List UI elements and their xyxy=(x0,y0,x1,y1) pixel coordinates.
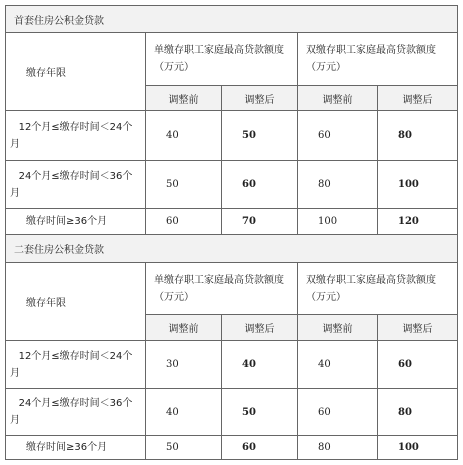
double-household-header: 双缴存职工家庭最高贷款额度（万元） xyxy=(298,263,458,315)
single-after-value: 60 xyxy=(222,161,298,209)
single-after-value: 40 xyxy=(222,341,298,389)
single-before-value: 40 xyxy=(146,389,222,436)
before-header: 调整前 xyxy=(298,86,378,111)
row-label: 缴存时间≥36个月 xyxy=(6,436,146,460)
double-before-value: 80 xyxy=(298,436,378,460)
double-after-value: 120 xyxy=(378,209,458,235)
single-after-value: 50 xyxy=(222,111,298,161)
row-label-line2: 月 xyxy=(10,187,20,199)
term-header: 缴存年限 xyxy=(6,33,146,111)
table-row xyxy=(6,436,458,460)
single-before-value: 60 xyxy=(146,209,222,235)
after-header: 调整后 xyxy=(222,86,298,111)
row-label-line1: 24个月≤缴存时间＜36个 xyxy=(18,398,133,409)
double-after-value: 80 xyxy=(378,389,458,436)
row-label xyxy=(6,389,146,436)
single-household-header: 单缴存职工家庭最高贷款额度（万元） xyxy=(146,263,298,315)
row-label xyxy=(6,341,146,389)
after-header: 调整后 xyxy=(378,315,458,341)
single-before-value: 40 xyxy=(146,111,222,161)
loan-limit-table xyxy=(5,5,458,460)
double-after-value: 100 xyxy=(378,436,458,460)
double-after-value: 60 xyxy=(378,341,458,389)
double-after-value: 80 xyxy=(378,111,458,161)
row-label-line1: 24个月≤缴存时间＜36个 xyxy=(18,170,133,182)
section-title-row xyxy=(6,6,458,33)
group-header-row xyxy=(6,263,458,315)
row-label-line2: 月 xyxy=(10,138,20,150)
row-label-line1: 12个月≤缴存时间＜24个 xyxy=(18,121,133,133)
double-before-value: 60 xyxy=(298,111,378,161)
after-header: 调整后 xyxy=(222,315,298,341)
term-header: 缴存年限 xyxy=(6,263,146,341)
double-after-value: 100 xyxy=(378,161,458,209)
single-after-value: 60 xyxy=(222,436,298,460)
group-header-row xyxy=(6,33,458,86)
section-title-row xyxy=(6,235,458,263)
before-header: 调整前 xyxy=(146,86,222,111)
row-label-line2: 月 xyxy=(10,415,20,426)
single-before-value: 50 xyxy=(146,161,222,209)
after-header: 调整后 xyxy=(378,86,458,111)
table-row xyxy=(6,341,458,389)
before-header: 调整前 xyxy=(146,315,222,341)
table-row xyxy=(6,389,458,436)
table-row xyxy=(6,209,458,235)
single-household-header: 单缴存职工家庭最高贷款额度（万元） xyxy=(146,33,298,86)
row-label: 缴存时间≥36个月 xyxy=(6,209,146,235)
section-title: 首套住房公积金贷款 xyxy=(6,6,458,33)
double-before-value: 100 xyxy=(298,209,378,235)
before-header: 调整前 xyxy=(298,315,378,341)
row-label-line1: 12个月≤缴存时间＜24个 xyxy=(18,350,133,362)
double-before-value: 60 xyxy=(298,389,378,436)
single-after-value: 50 xyxy=(222,389,298,436)
single-before-value: 30 xyxy=(146,341,222,389)
row-label-line2: 月 xyxy=(10,367,20,379)
double-before-value: 40 xyxy=(298,341,378,389)
single-before-value: 50 xyxy=(146,436,222,460)
row-label xyxy=(6,111,146,161)
single-after-value: 70 xyxy=(222,209,298,235)
table-row xyxy=(6,161,458,209)
section-title: 二套住房公积金贷款 xyxy=(6,235,458,263)
double-household-header: 双缴存职工家庭最高贷款额度（万元） xyxy=(298,33,458,86)
row-label xyxy=(6,161,146,209)
table-row xyxy=(6,111,458,161)
double-before-value: 80 xyxy=(298,161,378,209)
